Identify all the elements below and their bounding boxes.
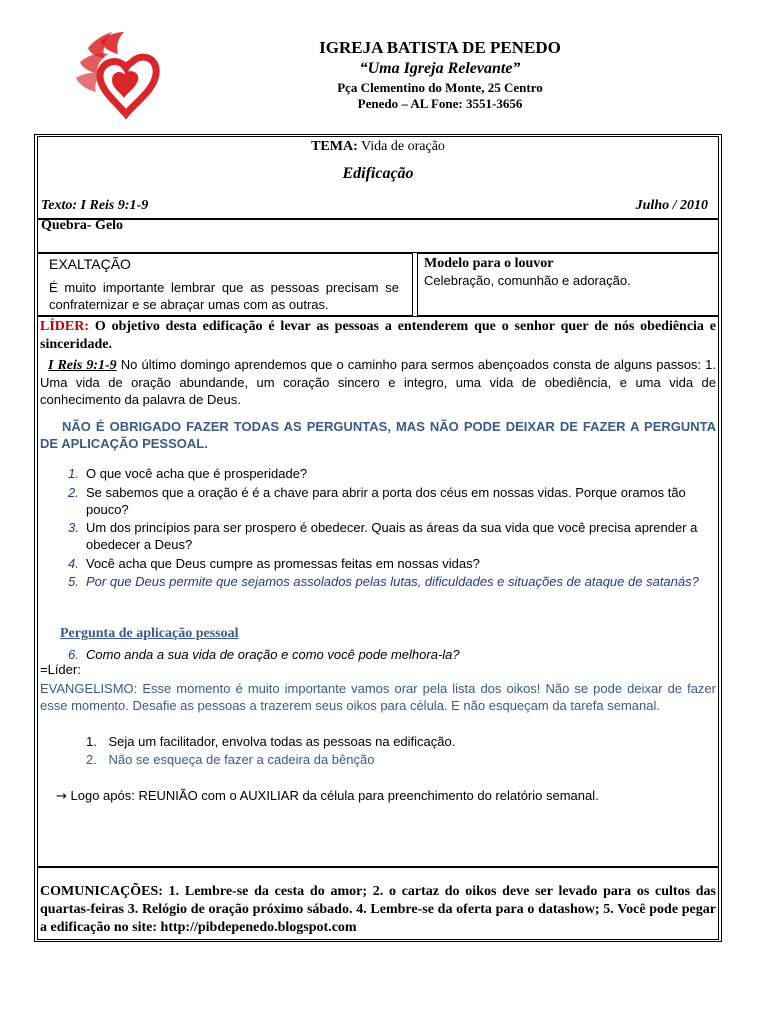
question-text: Um dos princípios para ser prospero é obedecer. Quais as áreas da sua vida que você precisa aprender a obedecer a Deus? [86, 520, 698, 552]
church-address: Pça Clementino do Monte, 25 Centro [337, 80, 543, 95]
exaltation-title: EXALTAÇÃO [49, 256, 131, 272]
church-city-phone: Penedo – AL Fone: 3551-3656 [357, 96, 523, 111]
question-item [60, 465, 716, 482]
theme-line [37, 139, 719, 155]
question-text: O que você acha que é prosperidade? [86, 466, 308, 481]
after-meeting-text: Logo após: REUNIÃO com o AUXILIAR da célula para preenchimento do relatório semanal. [66, 788, 599, 803]
question-number: 1. [68, 466, 79, 481]
church-name: IGREJA BATISTA DE PENEDO [319, 38, 561, 57]
leader-label: LÍDER: [40, 319, 90, 334]
notice-text: NÃO É OBRIGADO FAZER TODAS AS PERGUNTAS, MAS NÃO PODE DEIXAR DE FAZER A PERGUNTA DE APLICAÇÃO PESSOAL. [40, 419, 716, 451]
question-number: 4. [68, 556, 79, 571]
intro-ref: I Reis 9:1-9 [48, 358, 117, 373]
icebreaker-block [37, 219, 719, 253]
question-item [60, 484, 716, 518]
evangelism-text: EVANGELISMO: Esse momento é muito importante vamos orar pela lista dos oikos! Não se pode deixar de fazer esse momento. Desafie as pessoas a trazerem seus oikos para célula. E não esqueçam da tarefa semanal. [40, 681, 716, 713]
intro-text: No último domingo aprendemos que o caminho para sermos abençoados consta de alguns passos: 1. Uma vida de oração abundande, um coração sincero e integro, uma vida de obediência, e uma vida de conhecimento da palavra de Deus. [40, 357, 716, 407]
step-text: Não se esqueça de fazer a cadeira da bênção [108, 752, 375, 767]
text-label: Texto: [41, 198, 78, 213]
leader-text: O objetivo desta edificação é levar as pessoas a entenderem que o senhor quer de nós obediência e sinceridade. [40, 319, 716, 352]
question-text: Você acha que Deus cumpre as promessas feitas em nossas vidas? [86, 556, 480, 571]
personal-application-question [60, 646, 716, 663]
subtitle-edificacao: Edificação [342, 165, 414, 182]
question-number: 6. [68, 647, 79, 662]
question-item [60, 573, 716, 590]
step-item [86, 752, 374, 767]
text-ref: I Reis 9:1-9 [80, 198, 149, 213]
communications-text: COMUNICAÇÕES: 1. Lembre-se da cesta do amor; 2. o cartaz do oikos deve ser levado para os cultos das quartas-feiras 3. Relógio de oração próximo sábado. 4. Lembre-se da oferta para o datashow; 5. Você pode pegar a edificação no site: http://pibdepenedo.blogspot.com [40, 884, 716, 935]
step-number: 2. [86, 752, 97, 767]
church-logo-icon [66, 28, 166, 124]
question-text: Se sabemos que a oração é é a chave para abrir a porta dos céus em nossas vidas. Porque oramos tão pouco? [86, 485, 686, 517]
after-meeting-note [56, 788, 599, 804]
question-number: 5. [68, 574, 79, 589]
leader-objective [40, 318, 716, 354]
date-label: Julho / 2010 [635, 198, 708, 213]
step-text: Seja um facilitador, envolva todas as pessoas na edificação. [108, 734, 456, 749]
step-item [86, 734, 455, 749]
praise-model-text: Celebração, comunhão e adoração. [424, 273, 631, 288]
question-number: 3. [68, 520, 79, 535]
question-item [60, 555, 716, 572]
step-number: 1. [86, 734, 97, 749]
icebreaker-label: Quebra- Gelo [41, 218, 124, 233]
arrow-right-icon: → [56, 789, 67, 804]
exaltation-text: É muito importante lembrar que as pessoas precisam se confraternizar e se abraçar umas com as outras. [49, 280, 399, 312]
intro-paragraph [40, 356, 716, 408]
praise-model-title: Modelo para o louvor [424, 256, 554, 271]
theme-label: TEMA: [311, 139, 358, 154]
personal-application-title: Pergunta de aplicação pessoal [60, 626, 239, 641]
question-item [60, 519, 716, 553]
theme-value: Vida de oração [361, 139, 445, 154]
church-motto: “Uma Igreja Relevante” [359, 60, 521, 77]
question-text: Por que Deus permite que sejamos assolados pelas lutas, dificuldades e situações de ataque de satanás? [86, 574, 699, 589]
question-number: 2. [68, 485, 79, 500]
question-text: Como anda a sua vida de oração e como você pode melhora-la? [86, 647, 460, 662]
text-reference [41, 198, 148, 214]
leader-note: =Líder: [40, 662, 81, 677]
